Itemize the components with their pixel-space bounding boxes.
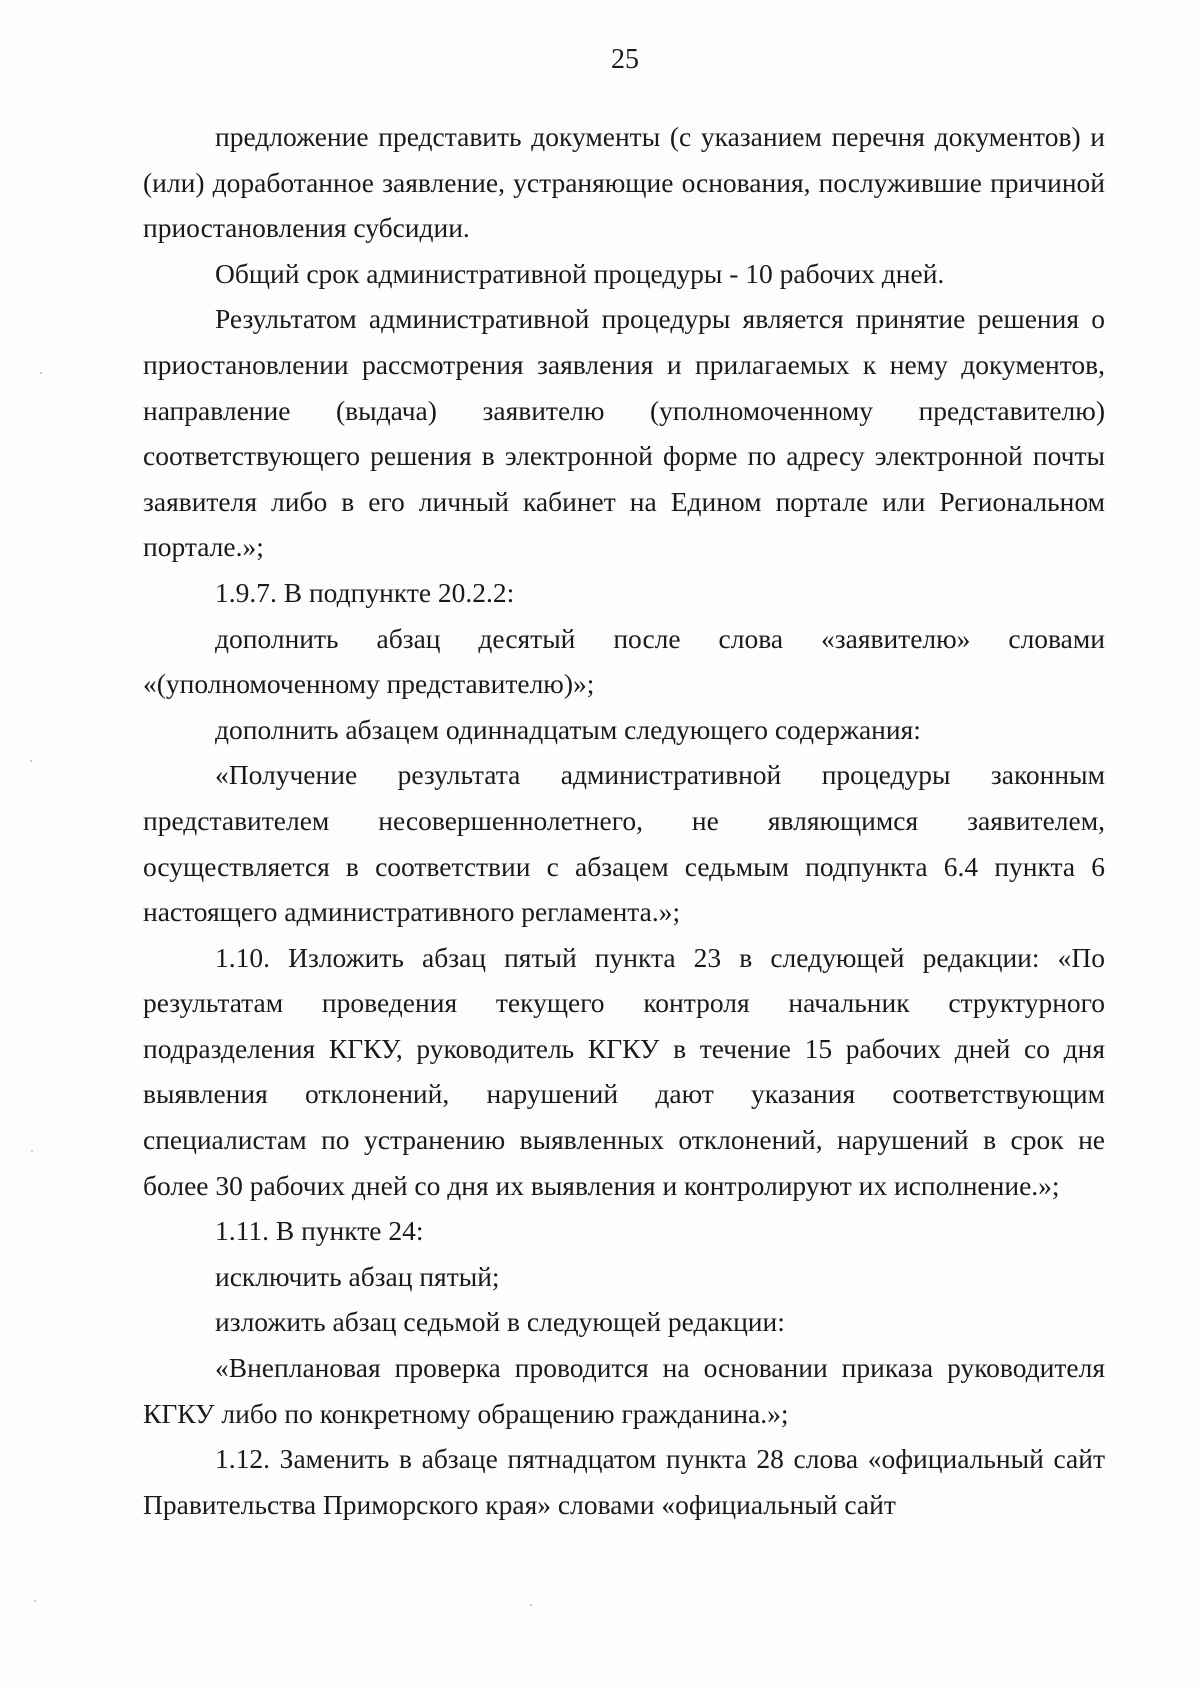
scan-speck: [40, 372, 42, 374]
scan-speck: [530, 1604, 532, 1606]
paragraph-item-1-9-7: 1.9.7. В подпункте 20.2.2:: [215, 576, 515, 608]
scan-speck: [31, 1150, 33, 1152]
paragraph-restate-seventh: изложить абзац седьмой в следующей редакции:: [215, 1306, 785, 1338]
paragraph-item-1-12: 1.12. Заменить в абзаце пятнадцатом пункта 28 слова «официальный сайт Правительства Приморского края» словами «официальный сайт: [143, 1443, 1105, 1520]
scan-speck: [30, 760, 32, 762]
document-body: [143, 114, 1105, 1527]
paragraph-quote-receipt: «Получение результата административной процедуры законным представителем несовершеннолетнего, не являющимся заявителем, осуществляется в соответствии с абзацем седьмым подпункта 6.4 пункта 6 настоящего административного регламента.»;: [143, 759, 1105, 928]
paragraph-supplement-eleventh: дополнить абзацем одиннадцатым следующего содержания:: [215, 713, 921, 745]
scan-speck: [34, 1600, 36, 1602]
paragraph-quote-inspection: «Внеплановая проверка проводится на основании приказа руководителя КГКУ либо по конкретному обращению гражданина.»;: [143, 1352, 1105, 1429]
page-number: 25: [611, 44, 639, 75]
paragraph-procedure-term: Общий срок административной процедуры - 10 рабочих дней.: [215, 257, 945, 289]
paragraph-supplement-tenth: дополнить абзац десятый после слова «заявителю» словами «(уполномоченному представителю)»;: [143, 622, 1105, 700]
paragraph-item-1-11: 1.11. В пункте 24:: [215, 1215, 424, 1247]
paragraph-continuation: предложение представить документы (с указанием перечня документов) и (или) доработанное заявление, устраняющие основания, послужившие причиной приостановления субсидии.: [143, 121, 1105, 244]
paragraph-procedure-result: Результатом административной процедуры является принятие решения о приостановлении рассмотрения заявления и прилагаемых к нему документов, направление (выдача) заявителю (уполномоченному представителю) соответствующего решения в электронной форме по адресу электронной почты заявителя либо в его личный кабинет на Едином портале или Региональном портале.»;: [143, 303, 1105, 563]
paragraph-exclude-fifth: исключить абзац пятый;: [215, 1260, 500, 1292]
paragraph-item-1-10: 1.10. Изложить абзац пятый пункта 23 в следующей редакции: «По результатам проведения текущего контроля начальник структурного подразделения КГКУ, руководитель КГКУ в течение 15 рабочих дней со дня выявления отклонений, нарушений дают указания соответствующим специалистам по устранению выявленных отклонений, нарушений в срок не более 30 рабочих дней со дня их выявления и контролируют их исполнение.»;: [143, 941, 1105, 1201]
